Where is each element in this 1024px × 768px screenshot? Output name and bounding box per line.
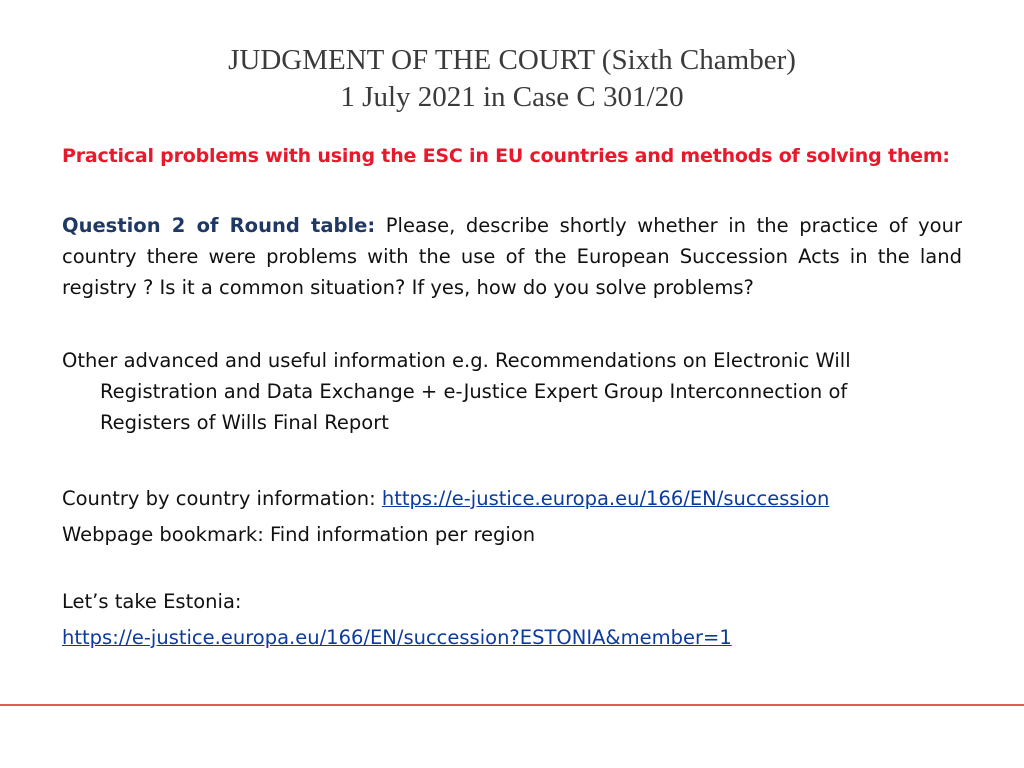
question-label: Question 2 of Round table: <box>62 214 376 237</box>
country-info-block <box>62 481 962 553</box>
country-info-label: Country by country information: <box>62 487 382 510</box>
estonia-link[interactable]: https://e-justice.europa.eu/166/EN/succession?ESTONIA&member=1 <box>62 626 732 649</box>
other-info-line-3: Registers of Wills Final Report <box>100 411 389 434</box>
title-line-1: JUDGMENT OF THE COURT (Sixth Chamber) <box>228 44 796 76</box>
country-info-line <box>62 481 962 517</box>
other-info-line-1: Other advanced and useful information e.g. Recommendations on Electronic Will <box>62 349 851 372</box>
succession-link[interactable]: https://e-justice.europa.eu/166/EN/succession <box>381 487 830 510</box>
section-subtitle: Practical problems with using the ESC in EU countries and methods of solving them: <box>62 145 950 167</box>
question-paragraph <box>62 210 962 303</box>
other-info-line-2: Registration and Data Exchange + e-Justice Expert Group Interconnection of <box>100 380 848 403</box>
bottom-divider <box>0 704 1024 706</box>
title-line-2: 1 July 2021 in Case C 301/20 <box>340 81 684 113</box>
estonia-label: Let’s take Estonia: <box>62 590 242 613</box>
other-info-paragraph <box>62 345 942 438</box>
estonia-link-line <box>62 620 962 656</box>
bookmark-line: Webpage bookmark: Find information per region <box>62 523 536 546</box>
estonia-block <box>62 584 962 656</box>
question-text: Please, describe shortly whether in the practice of your country there were problems with the use of the European Succession Acts in the land registry ? Is it a common situation? If yes, how do you solve problems? <box>62 214 962 299</box>
page-title <box>0 42 1024 116</box>
